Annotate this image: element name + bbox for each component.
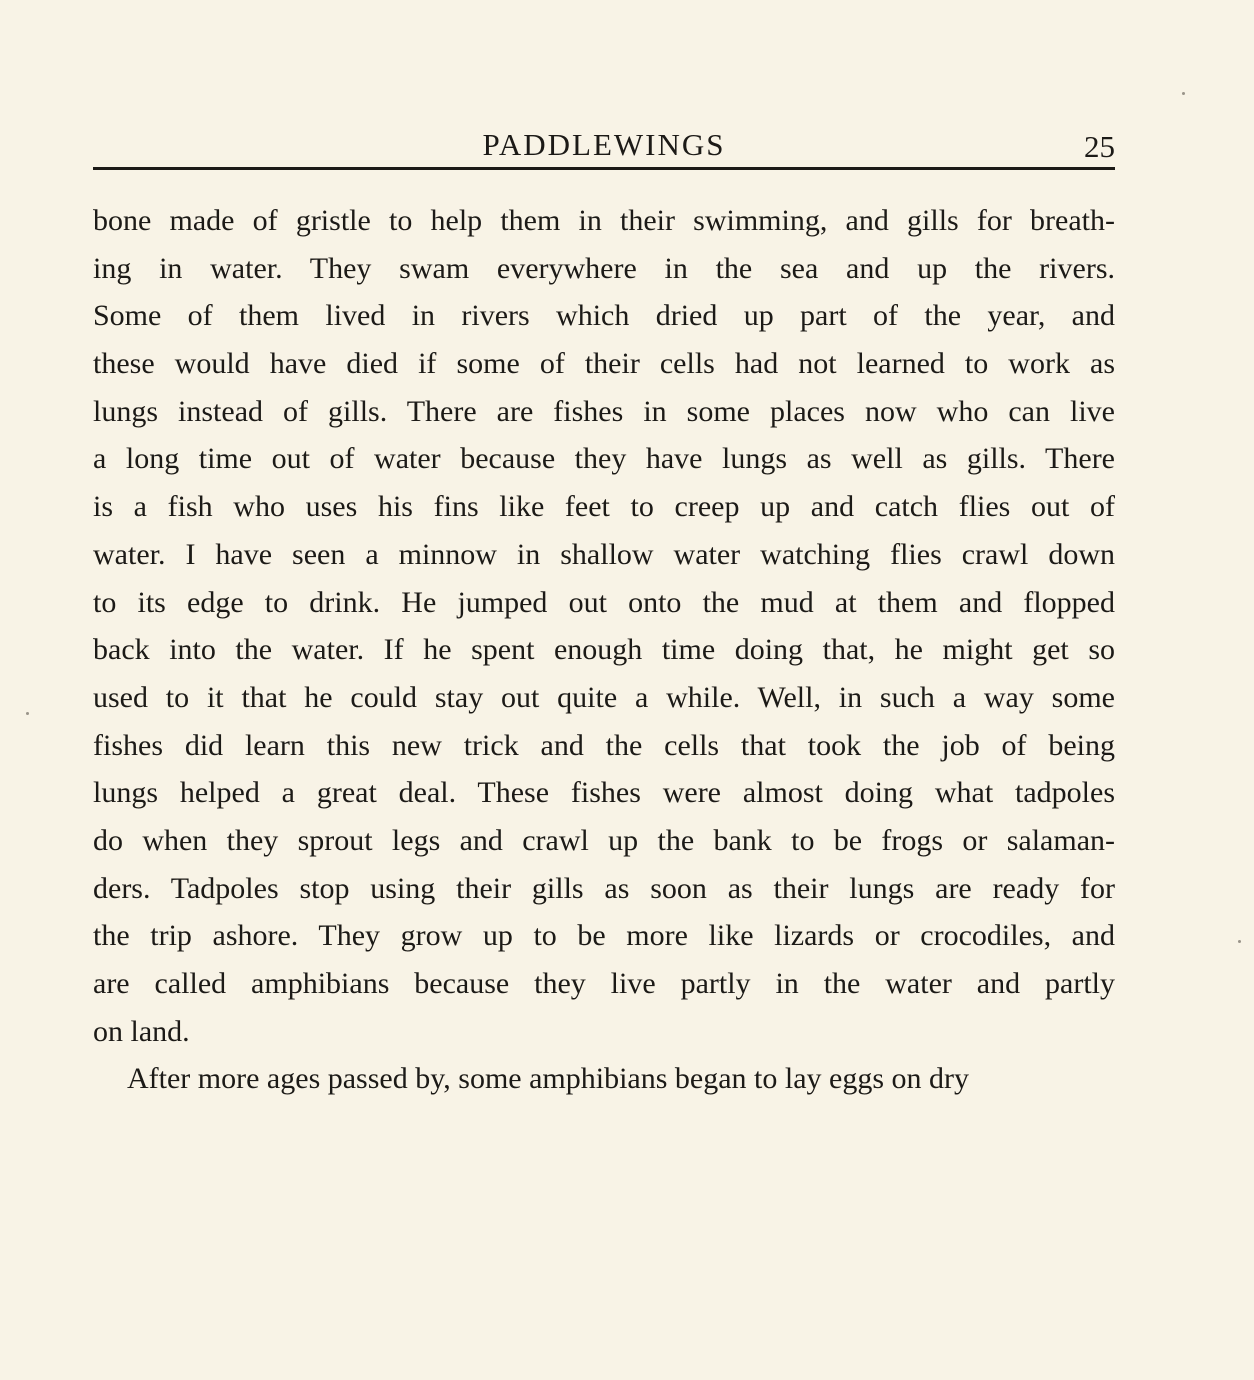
text-line: lungs helped a great deal. These fishes were almost doing what tadpoles <box>93 776 1115 810</box>
header-rule <box>93 167 1115 170</box>
body-text <box>93 197 1115 1103</box>
text-line: ing in water. They swam everywhere in the sea and up the rivers. <box>93 251 1115 285</box>
text-line: back into the water. If he spent enough time doing that, he might get so <box>93 633 1115 667</box>
text-line: fishes did learn this new trick and the cells that took the job of being <box>93 728 1115 762</box>
text-line: ders. Tadpoles stop using their gills as soon as their lungs are ready for <box>93 871 1115 905</box>
running-title: PADDLEWINGS <box>482 127 726 162</box>
text-line: these would have died if some of their cells had not learned to work as <box>93 347 1115 381</box>
text-line: a long time out of water because they have lungs as well as gills. There <box>93 442 1115 476</box>
text-line: are called amphibians because they live partly in the water and partly <box>93 967 1115 1000</box>
running-head <box>93 122 1115 168</box>
text-line: water. I have seen a minnow in shallow water watching flies crawl down <box>93 537 1115 571</box>
text-line: bone made of gristle to help them in their swimming, and gills for breath- <box>93 204 1115 237</box>
text-line: used to it that he could stay out quite a while. Well, in such a way some <box>93 680 1115 714</box>
text-line: Some of them lived in rivers which dried up part of the year, and <box>93 299 1115 333</box>
paper-speck <box>1238 940 1241 943</box>
text-line: do when they sprout legs and crawl up the bank to be frogs or salaman- <box>93 823 1115 857</box>
paper-speck <box>1182 92 1185 95</box>
text-line: on land. <box>93 1014 190 1048</box>
page-number: 25 <box>1084 129 1115 164</box>
paragraph-start-line: After more ages passed by, some amphibians began to lay eggs on dry <box>127 1062 970 1096</box>
paper-speck <box>26 712 29 715</box>
text-line: the trip ashore. They grow up to be more like lizards or crocodiles, and <box>93 919 1115 953</box>
text-line: to its edge to drink. He jumped out onto the mud at them and flopped <box>93 585 1115 619</box>
text-line: lungs instead of gills. There are fishes in some places now who can live <box>93 394 1115 428</box>
text-line: is a fish who uses his fins like feet to creep up and catch flies out of <box>93 490 1115 524</box>
